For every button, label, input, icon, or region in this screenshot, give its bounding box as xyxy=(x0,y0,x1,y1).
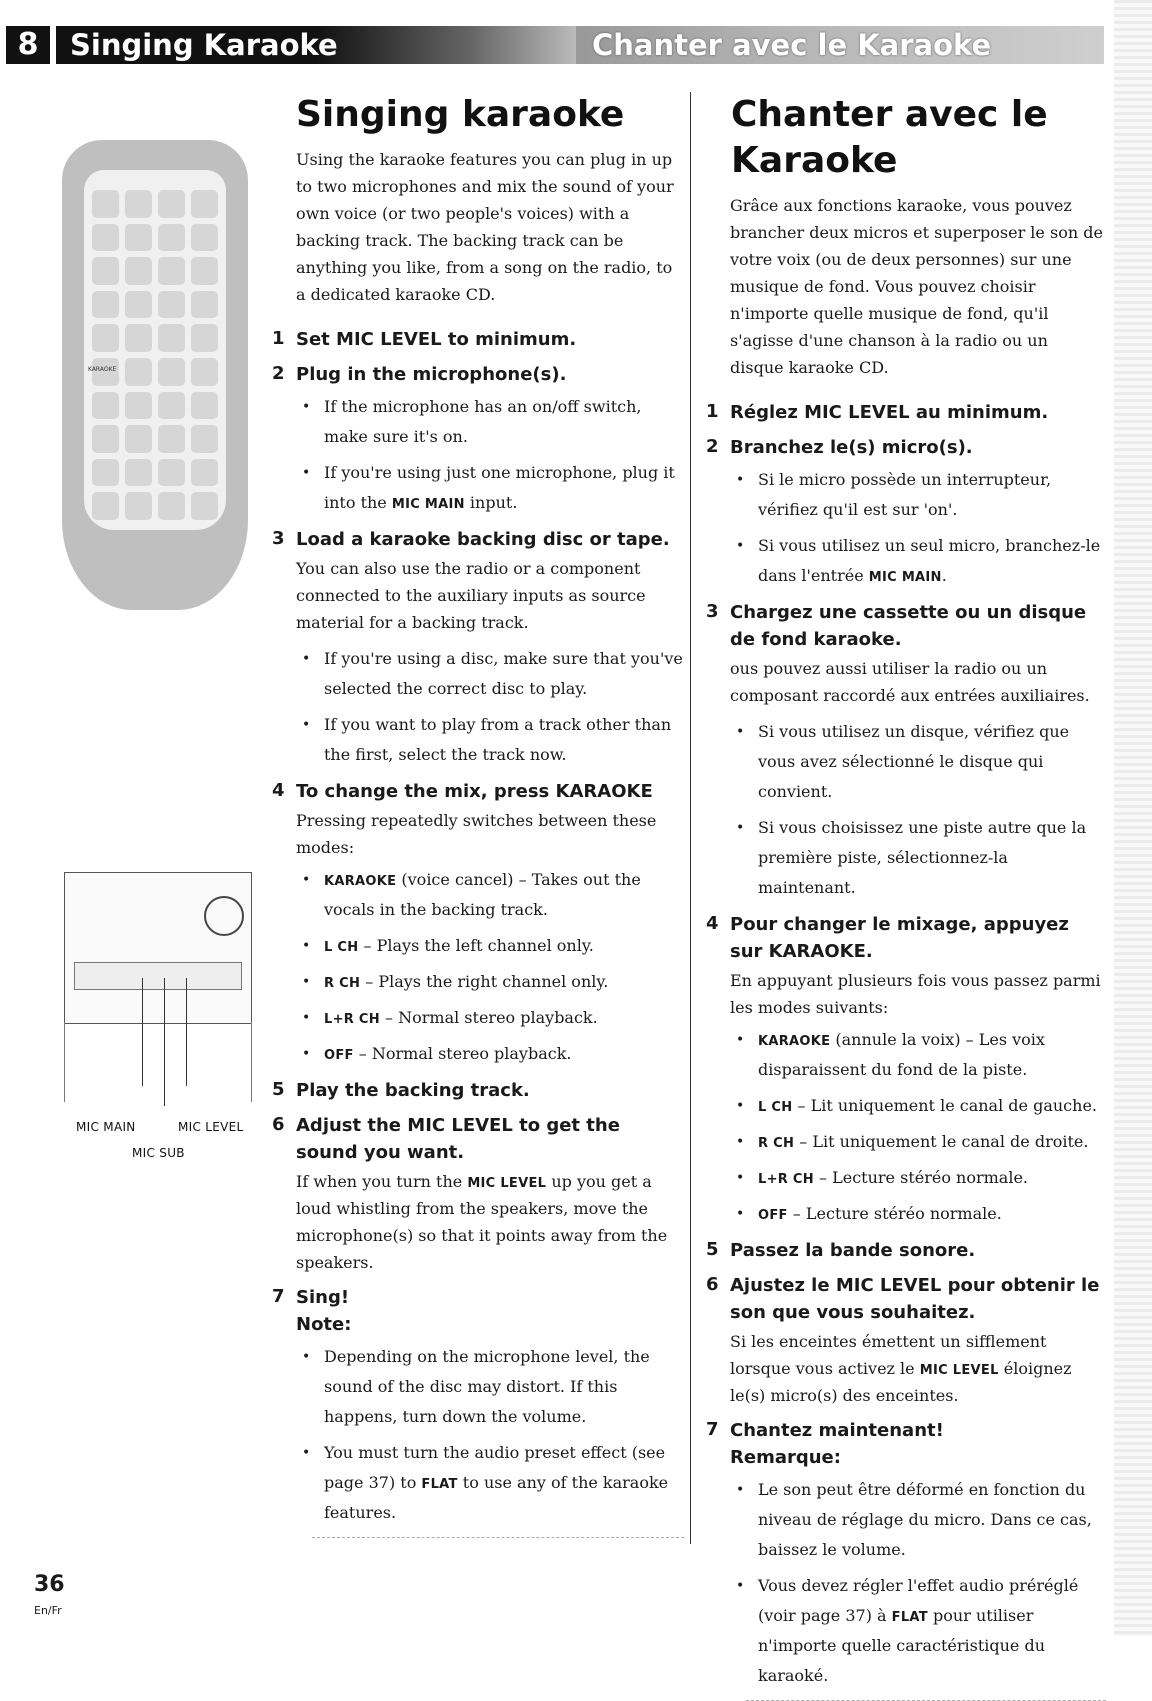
remote-control-illustration xyxy=(62,140,248,610)
step-heading: Load a karaoke backing disc or tape. xyxy=(296,529,670,550)
step-3-en: 3 Load a karaoke backing disc or tape. You can also use the radio or a component connected to the auxiliary inputs as source material for a backing track. • If you're using a disc, make sure that you've selected the correct disc to play. • If you want to play from a track other than the first, select the track now. xyxy=(272,526,684,770)
step-heading: Chantez maintenant! xyxy=(730,1420,944,1441)
remote-buttons xyxy=(92,190,218,520)
step-5-en: 5 Play the backing track. xyxy=(272,1077,684,1104)
step-7-en: 7 Sing! Note: • Depending on the microphone level, the sound of the disc may distort. If this happens, turn down the volume. • You must turn the audio preset effect (see page 37) to FLAT to use any of the karaoke features. xyxy=(272,1284,684,1528)
step-heading: Ajustez le MIC LEVEL pour obtenir le son que vous souhaitez. xyxy=(730,1275,1100,1323)
mic-panel xyxy=(74,962,242,990)
bullet: • If you're using a disc, make sure that you've selected the correct disc to play. xyxy=(324,644,684,704)
leader-line-mic-main xyxy=(142,978,143,1086)
step-heading: Chargez une cassette ou un disque de fond karaoke. xyxy=(730,602,1087,650)
mode-item: • L CH – Lit uniquement le canal de gauche. xyxy=(758,1091,1106,1121)
section-title-fr: Chanter avec le Karaoke xyxy=(731,94,1048,181)
intro-en: Using the karaoke features you can plug in up to two microphones and mix the sound of your own voice (or two people's voices) with a backing track. The backing track can be anything you like, from a song on the radio, to a dedicated karaoke CD. xyxy=(296,150,674,304)
mode-item: • KARAOKE (voice cancel) – Takes out the vocals in the backing track. xyxy=(324,865,684,925)
step-5-fr: 5 Passez la bande sonore. xyxy=(706,1237,1106,1264)
bullet: • Si vous choisissez une piste autre que la première piste, sélectionnez-la maintenant. xyxy=(758,813,1106,903)
step-2-fr: 2 Branchez le(s) micro(s). • Si le micro possède un interrupteur, vérifiez qu'il est sur 'on'. • Si vous utilisez un seul micro, branchez-le dans l'entrée MIC MAIN. xyxy=(706,434,1106,591)
step-heading: Set MIC LEVEL to minimum. xyxy=(296,329,577,350)
chapter-header xyxy=(0,22,1108,68)
mode-item: • R CH – Plays the right channel only. xyxy=(324,967,684,997)
leader-line-mic-level xyxy=(186,978,187,1086)
label-mic-level: MIC LEVEL xyxy=(178,1120,244,1134)
english-column xyxy=(272,92,684,1538)
mode-item: • L+R CH – Lecture stéréo normale. xyxy=(758,1163,1106,1193)
step-1-fr: 1 Réglez MIC LEVEL au minimum. xyxy=(706,399,1106,426)
section-title-en: Singing karaoke xyxy=(296,94,625,135)
remote-karaoke-badge: KARAOKE xyxy=(88,366,117,373)
bullet: • Si vous utilisez un disque, vérifiez que vous avez sélectionné le disque qui convient. xyxy=(758,717,1106,807)
volume-knob xyxy=(204,896,244,936)
chapter-number: 8 xyxy=(6,26,50,64)
step-text: You can also use the radio or a component connected to the auxiliary inputs as source material for a backing track. xyxy=(296,559,646,632)
page-language: En/Fr xyxy=(34,1604,62,1617)
step-heading: Plug in the microphone(s). xyxy=(296,364,567,385)
french-column xyxy=(706,92,1106,1701)
step-7-fr: 7 Chantez maintenant! Remarque: • Le son peut être déformé en fonction du niveau de réglage du micro. Dans ce cas, baissez le volume. • Vous devez régler l'effet audio préréglé (voir page 37) à FLAT pour utiliser n'importe quelle caractéristique du karaoké. xyxy=(706,1417,1106,1691)
bullet: • If the microphone has an on/off switch, make sure it's on. xyxy=(324,392,684,452)
bullet: • Vous devez régler l'effet audio préréglé (voir page 37) à FLAT pour utiliser n'importe quelle caractéristique du karaoké. xyxy=(758,1571,1106,1691)
bullet: • You must turn the audio preset effect (see page 37) to FLAT to use any of the karaoke features. xyxy=(324,1438,684,1528)
step-text: En appuyant plusieurs fois vous passez parmi les modes suivants: xyxy=(730,971,1101,1017)
step-text: Pressing repeatedly switches between these modes: xyxy=(296,811,657,857)
step-heading: Sing! xyxy=(296,1287,350,1308)
note-heading: Remarque: xyxy=(730,1447,841,1468)
bullet: • Si le micro possède un interrupteur, vérifiez qu'il est sur 'on'. xyxy=(758,465,1106,525)
step-heading: Réglez MIC LEVEL au minimum. xyxy=(730,402,1049,423)
bullet: • If you want to play from a track other than the first, select the track now. xyxy=(324,710,684,770)
scan-edge xyxy=(1114,0,1152,1636)
column-divider xyxy=(690,92,691,1544)
stereo-unit-illustration xyxy=(64,872,254,1102)
page-number: 36 xyxy=(34,1572,65,1597)
step-text: Si les enceintes émettent un sifflement lorsque vous activez le MIC LEVEL éloignez le(s) micro(s) des enceintes. xyxy=(730,1332,1072,1405)
note-heading: Note: xyxy=(296,1314,352,1335)
step-heading: Branchez le(s) micro(s). xyxy=(730,437,973,458)
mode-item: • OFF – Lecture stéréo normale. xyxy=(758,1199,1106,1229)
end-rule xyxy=(312,1536,684,1538)
step-6-en: 6 Adjust the MIC LEVEL to get the sound you want. If when you turn the MIC LEVEL up you get a loud whistling from the speakers, move the microphone(s) so that it points away from the speakers. xyxy=(272,1112,684,1276)
chapter-title-fr: Chanter avec le Karaoke xyxy=(592,28,992,62)
step-4-fr: 4 Pour changer le mixage, appuyez sur KARAOKE. En appuyant plusieurs fois vous passez parmi les modes suivants: • KARAOKE (annule la voix) – Les voix disparaissent du fond de la piste. • L CH – Lit uniquement le canal de gauche. • R CH – Lit uniquement le canal de droite. • L+R CH – Lecture stéréo normale. • OFF – Lecture stéréo normale. xyxy=(706,911,1106,1229)
mode-item: • L CH – Plays the left channel only. xyxy=(324,931,684,961)
stereo-body xyxy=(64,872,252,1024)
bullet: • Si vous utilisez un seul micro, branchez-le dans l'entrée MIC MAIN. xyxy=(758,531,1106,591)
step-4-en: 4 To change the mix, press KARAOKE Pressing repeatedly switches between these modes: • KARAOKE (voice cancel) – Takes out the vocals in the backing track. • L CH – Plays the left channel only. • R CH – Plays the right channel only. • L+R CH – Normal stereo playback. • OFF – Normal stereo playback. xyxy=(272,778,684,1069)
leader-line-mic-sub xyxy=(164,978,165,1106)
stereo-lower xyxy=(64,1022,252,1102)
label-mic-sub: MIC SUB xyxy=(132,1146,185,1160)
bullet: • Depending on the microphone level, the sound of the disc may distort. If this happens, turn down the volume. xyxy=(324,1342,684,1432)
mode-item: • L+R CH – Normal stereo playback. xyxy=(324,1003,684,1033)
step-heading: Play the backing track. xyxy=(296,1080,530,1101)
step-2-en: 2 Plug in the microphone(s). • If the microphone has an on/off switch, make sure it's on. • If you're using just one microphone, plug it into the MIC MAIN input. xyxy=(272,361,684,518)
chapter-title-en: Singing Karaoke xyxy=(70,28,338,62)
intro-fr: Grâce aux fonctions karaoke, vous pouvez brancher deux micros et superposer le son de votre voix (ou de deux personnes) sur une musique de fond. Vous pouvez choisir n'importe quelle musique de fond, qu'il s'agisse d'une chanson à la radio ou un disque karaoke CD. xyxy=(730,196,1103,377)
step-3-fr: 3 Chargez une cassette ou un disque de fond karaoke. ous pouvez aussi utiliser la radio ou un composant raccordé aux entrées auxiliaires. • Si vous utilisez un disque, vérifiez que vous avez sélectionné le disque qui convient. • Si vous choisissez une piste autre que la première piste, sélectionnez-la maintenant. xyxy=(706,599,1106,903)
step-1-en: 1 Set MIC LEVEL to minimum. xyxy=(272,326,684,353)
step-heading: To change the mix, press KARAOKE xyxy=(296,781,653,802)
mode-item: • OFF – Normal stereo playback. xyxy=(324,1039,684,1069)
mode-item: • R CH – Lit uniquement le canal de droite. xyxy=(758,1127,1106,1157)
step-heading: Passez la bande sonore. xyxy=(730,1240,976,1261)
step-heading: Adjust the MIC LEVEL to get the sound you want. xyxy=(296,1115,620,1163)
step-heading: Pour changer le mixage, appuyez sur KARAOKE. xyxy=(730,914,1069,962)
step-text: If when you turn the MIC LEVEL up you get a loud whistling from the speakers, move the microphone(s) so that it points away from the speakers. xyxy=(296,1172,668,1272)
label-mic-main: MIC MAIN xyxy=(76,1120,136,1134)
mode-item: • KARAOKE (annule la voix) – Les voix disparaissent du fond de la piste. xyxy=(758,1025,1106,1085)
bullet: • If you're using just one microphone, plug it into the MIC MAIN input. xyxy=(324,458,684,518)
bullet: • Le son peut être déformé en fonction du niveau de réglage du micro. Dans ce cas, baissez le volume. xyxy=(758,1475,1106,1565)
step-text: ous pouvez aussi utiliser la radio ou un composant raccordé aux entrées auxiliaires. xyxy=(730,659,1090,705)
step-6-fr: 6 Ajustez le MIC LEVEL pour obtenir le son que vous souhaitez. Si les enceintes émettent un sifflement lorsque vous activez le MIC LEVEL éloignez le(s) micro(s) des enceintes. xyxy=(706,1272,1106,1409)
